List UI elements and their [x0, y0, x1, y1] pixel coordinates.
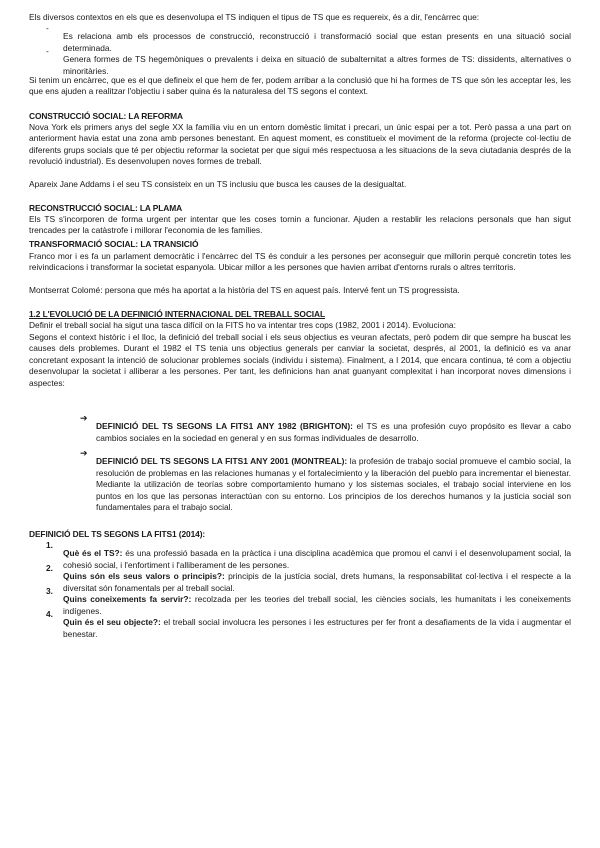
definition-1982-text: el TS es una profesión cuyo propósito es llevar a cabo cambios sociales en la sociedad en general y en sus formas individuales de desarrollo.: [96, 421, 572, 443]
fits-2014-a1: és una professió basada en la pràctica i una disciplina acadèmica que promou el canvi i el desenvolupament social, la cohesió social, i l'enfortiment i l'alliberament de les persones.: [63, 548, 572, 570]
intro-bullet-2: Genera formes de TS hegemòniques o prevalents i deixa en situació de subalternitat a altres formes de TS: dissidents, alternatives o minoritàries.: [63, 54, 571, 76]
fits-2014-item-2: [63, 571, 571, 594]
bullet-marker: -: [46, 46, 49, 56]
arrow-icon: ➔: [80, 413, 88, 423]
list-number: 1.: [46, 540, 53, 550]
definition-2001-text: la profesión de trabajo social promueve el cambio social, la resolución de problemas en las relaciones humanas y el fortalecimiento y la liberación del pueblo para incrementar el bienestar. Mediante la utilización de teorías sobre comportamiento humano y los sistemas sociales, el trabajo social interviene en los puntos en los que las personas interactúan con su entorno. Los principios de los derechos humanos y la justicia social son fundamentales para el trabajo social.: [96, 456, 572, 513]
intro-closing: Si tenim un encàrrec, que es el que defineix el que hem de fer, podem arribar a la conclusió que hi ha formes de TS que són les acceptar les, les que ens ajuden a realitzar l'objectiu i saber quina és la naturalesa del TS segons el context.: [29, 75, 571, 97]
list-number: 2.: [46, 563, 53, 573]
transformacio-body: Franco mor i es fa un parlament democràtic i l'encàrrec del TS és conduir a les persones per aconseguir que millorin perquè concretin totes les reivindicacions i transformar la societat espanyola. Ubicar millor a les persones que havien arribat d'entorns rurals o altres territoris.: [29, 251, 571, 273]
fits-2014-a3: recolzada per les teories del treball social, les ciències socials, les humanitats i les coneixements indígenes.: [63, 594, 571, 616]
fits-2014-q1: Què és el TS?:: [63, 548, 123, 559]
bullet-marker: -: [46, 23, 49, 33]
list-number: 3.: [46, 586, 53, 596]
transformacio-note: Montserrat Colomé: persona que més ha aportat a la història del TS en aquest país. Intervé fent un TS progressista.: [29, 285, 460, 295]
definition-1982-label: DEFINICIÓ DEL TS SEGONS LA FITS1 ANY 1982 (BRIGHTON):: [96, 421, 353, 432]
section-1-2-line-2: Segons el context històric i el lloc, la definició del treball social i els seus objectius es veuran afectats, però podem dir que sempre ha buscat les causes dels problemes. Durant el 1982 el TS tenia uns objectius generals per canviar la societat, després, al 2001, la definició es va anar concretant exposant la intenció de solucionar problemes socials (individu i sistema). Finalment, a l 2014, que encara continua, té com a objectiu desenvolupar la societat i alliberar a les persones. Per tant, les definicions han anat guanyant complexitat i han incorporat noves dimensions i aspectes:: [29, 332, 571, 388]
fits-2014-item-4: [63, 617, 571, 640]
definition-2001-label: DEFINICIÓ DEL TS SEGONS LA FITS1 ANY 2001 (MONTREAL):: [96, 456, 348, 467]
definition-2001: [96, 456, 571, 513]
construccio-body: Nova York els primers anys del segle XX la família viu en un entorn domèstic limitat i precari, un únic espai per a tot. Però passa a una part on anteriorment havia estat una zona amb persones benestant. En aquest moment, es constitueix el moviment de la reforma (projecte col·lectiu de diferents grups socials que té per objectiu reformar la societat per que sigui més respectuosa a les situacions de la seva ciutadania després de la revolució industrial). Es desenvolupen noves formes de treball.: [29, 122, 571, 167]
fits-2014-a4: el treball social involucra les persones i les estructures per fer front a desafiaments de la vida i augmentar el benestar.: [63, 617, 571, 639]
intro-lead: Els diversos contextos en els que es desenvolupa el TS indiquen el tipus de TS que es requereix, és a dir, l'encàrrec que:: [29, 12, 480, 22]
construccio-note: Apareix Jane Addams i el seu TS consisteix en un TS inclusiu que busca les causes de la desigualtat.: [29, 179, 407, 189]
construccio-heading: CONSTRUCCIÓ SOCIAL: LA REFORMA: [29, 111, 183, 121]
fits-2014-q4: Quin és el seu objecte?:: [63, 617, 161, 628]
fits-2014-a2: principis de la justícia social, drets humans, la responsabilitat col·lectiva i el respecte a la diversitat són fonamentals per al treball social.: [63, 571, 571, 593]
definition-1982: [96, 421, 571, 444]
fits-2014-q2: Quins són els seus valors o principis?:: [63, 571, 225, 582]
reconstruccio-body: Els TS s'incorporen de forma urgent per intentar que les coses tornin a funcionar. Ajuden a restablir les relacions personals que han sigut trencades per la catàstrofe i millorar l'economia de les famílies.: [29, 214, 571, 236]
transformacio-heading: TRANSFORMACIÓ SOCIAL: LA TRANSICIÓ: [29, 239, 199, 249]
section-1-2-heading: 1.2 L'EVOLUCIÓ DE LA DEFINICIÓ INTERNACIONAL DEL TREBALL SOCIAL: [29, 309, 325, 319]
fits-2014-item-1: [63, 548, 571, 571]
reconstruccio-heading: RECONSTRUCCIÓ SOCIAL: LA PLAMA: [29, 203, 183, 213]
section-1-2-line-1: Definir el treball social ha sigut una tasca difícil on la FITS ho va intentar tres cops (1982, 2001 i 2014). Evoluciona:: [29, 320, 456, 330]
intro-bullet-1: Es relaciona amb els processos de construcció, reconstrucció i transformació social que estan presents en una situació social determinada.: [63, 31, 571, 53]
fits-2014-heading: DEFINICIÓ DEL TS SEGONS LA FITS1 (2014):: [29, 529, 206, 539]
arrow-icon: ➔: [80, 448, 88, 458]
fits-2014-q3: Quins coneixements fa servir?:: [63, 594, 192, 605]
fits-2014-item-3: [63, 594, 571, 617]
list-number: 4.: [46, 609, 53, 619]
